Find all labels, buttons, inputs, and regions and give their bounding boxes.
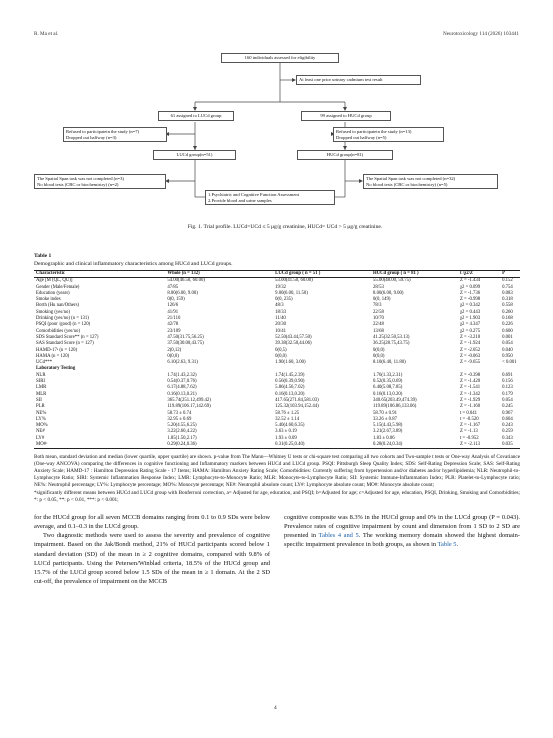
table-cell: 0.16(0.13,0.20)	[275, 391, 305, 397]
table-cell: 52.50(43.44,57.50)	[275, 334, 312, 340]
row-label-cell: Smoke index	[36, 297, 61, 303]
body-right-text-c: .	[456, 541, 459, 549]
table-cell: 0.754	[502, 284, 513, 290]
table-cell: 0.950	[502, 353, 513, 359]
table-cell: 41.25(32.50,53.13)	[373, 334, 410, 340]
flow-box-lucd-group: LUCd group(n=51)	[153, 150, 236, 160]
running-header-journal: Neurotoxicology 114 (2026) 103441	[442, 31, 519, 37]
table-cell: Z = -3.210	[459, 334, 481, 340]
table-cell: 1.83 ± 0.06	[373, 435, 395, 441]
table-cell: 32.95 ± 0.69	[167, 416, 192, 422]
flow-box-assessed: 160 individuals assessed for eligibility	[221, 53, 339, 63]
table-cell: 36.25(28.75,43.75)	[373, 341, 410, 347]
table-cell: 0.31(0.25,0.40)	[273, 442, 371, 449]
table-row	[34, 442, 520, 449]
table-cell: 1.90(1.60, 3.00)	[275, 360, 306, 366]
row-label-cell: LY#	[36, 435, 45, 441]
table-cell: 0.558	[502, 303, 513, 309]
col-header-stat: t /χ2/Z	[458, 271, 500, 278]
body-right-text-a: cognitive composite was 8.3% in the HUCd group and 0% in the LUCd group (P = 0.043). Prevalence rates of cognitive impairment by count and dimension from 1 SD to 2 SD are presented in	[284, 514, 520, 540]
table-cell: 0.179	[502, 391, 513, 397]
table-cell: 0.691	[502, 372, 513, 378]
table-cell: 0.123	[502, 385, 513, 391]
flow-box-cadmium: At least one prior urinary cadmium test result	[296, 75, 421, 85]
table-cell: χ2 = 0.443	[459, 309, 481, 315]
table-cell: 32.52 ± 1.14	[275, 416, 300, 422]
row-label-cell: Age [M (QL, QU)]	[36, 278, 73, 284]
table-cell: 0.56(0.39,0.90)	[275, 379, 305, 385]
table-cell: Z = -0.063	[459, 353, 481, 359]
table-cell: 8.10(6.40, 11.80)	[373, 360, 406, 366]
col-header-hucd: HUCd group ( n = 81 )	[371, 271, 458, 278]
table-cell: 125.32(103.94,152.44)	[275, 404, 319, 410]
table-cell: 0.29(0.24,0.36)	[165, 442, 273, 449]
table-cell: 41/91	[167, 309, 179, 315]
table-cell: 0.035	[500, 442, 520, 449]
body-left-p2: Two diagnostic methods were used to assess the severity and prevalence of cognitive impairment. Based on the Jak/Bondi method, 21% of HUCd participants scored below 1 standard deviation (SD) of the mean in ≥ 2 cognitive domains, compared with 9.8% of LUCd participants. Using the Petersen/Winblad criteria, 18.5% of the HUCd group and 15.7% of the LUCd group scored below 1.5 SDs of the mean in ≥ 1 domain. At the 2 SD cut-off, the prevalence of impairment on the MCCB	[34, 532, 270, 586]
table-cell: 0(0,0)	[373, 353, 385, 359]
body-left-column	[34, 513, 270, 586]
table-row	[34, 278, 520, 285]
table-cell: 19/32	[275, 284, 286, 290]
table-cell: 0.604	[502, 416, 513, 422]
table-cell: t = 0.041	[459, 410, 478, 416]
assessment-line-2: 2.Provide blood and urine samples	[208, 197, 272, 203]
table-cell: 0.168	[502, 316, 513, 322]
table-cell: 10/41	[275, 328, 286, 334]
table-cell: 0.156	[502, 379, 513, 385]
page-number: 4	[274, 705, 277, 711]
row-label-cell: Education (years)	[36, 290, 70, 296]
table-cell: 0.600	[502, 328, 513, 334]
running-header-authors: R. Ma et al.	[34, 31, 59, 37]
table-cell: χ2 = 1.903	[459, 316, 481, 322]
lucd-spatial-line: The Spatial Span task was not completed (n=3)	[37, 176, 124, 181]
table-cell: 0.054	[502, 397, 513, 403]
table-cell: 9.00(6.00, 11.50)	[275, 290, 308, 296]
table-cell: 39.38(32.50,44.06)	[275, 341, 312, 347]
row-label-cell: UCd***	[36, 360, 53, 366]
table-cell: 340.65(203.49,474.39)	[373, 397, 417, 403]
flow-box-hucd-group: HUCd group(n=81)	[297, 150, 393, 160]
table-cell: 0.083	[502, 290, 513, 296]
table-cell: 10/70	[373, 316, 384, 322]
table-cell: 0.152	[502, 278, 513, 284]
row-label-cell: HAMA (n = 120)	[36, 353, 70, 359]
table-cell: 0.259	[502, 429, 513, 435]
row-label-cell: MLR	[36, 391, 47, 397]
table-cell: 6.10(2.63, 9.31)	[167, 360, 198, 366]
hucd-refused-line: Refused to participatein the study (n=13)	[336, 129, 412, 134]
flow-box-lucd-excluded	[34, 174, 166, 189]
table-cell: 13/68	[373, 328, 384, 334]
table-cell: 11/40	[275, 316, 286, 322]
table-cell: χ2 = 0.342	[459, 303, 481, 309]
table-cell: 47.50(31.75,56.25)	[167, 334, 204, 340]
table-cell: Z = -0.398	[459, 372, 481, 378]
flowchart-connectors	[0, 0, 553, 200]
lucd-blood-line: No blood tests (CBC or biochemistry) (n=2)	[37, 181, 119, 187]
table-cell: 58.76 ± 1.25	[275, 410, 300, 416]
row-label-cell: NE#	[36, 429, 45, 435]
table-cell: 0.040	[502, 347, 513, 353]
table-cell: 0.52(0.35,0.69)	[373, 379, 403, 385]
body-right-column	[284, 513, 520, 550]
body-right-text-b: . The working memory domain showed the highest domain-specific impairment prevalence in both groups, as shown in	[284, 532, 520, 549]
table-cell: 1.74(1.43,2.32)	[167, 372, 197, 378]
table-cell: 1.85(1.50,2.17)	[167, 435, 197, 441]
table-cell: 78/3	[373, 303, 382, 309]
assessment-line-1: 1.Psychiatric and Cognitive Function Assessment	[208, 192, 299, 197]
table-cell: 54.00(46.50, 60.00)	[167, 278, 205, 284]
table-cell: 0.226	[502, 322, 513, 328]
table-cell: < 0.001	[502, 360, 517, 366]
table-cell: 3.21(2.67,3.89)	[373, 429, 403, 435]
table-header-row	[34, 271, 520, 278]
row-label-cell: NE%	[36, 410, 47, 416]
flow-box-hucd-assigned: 99 assigned to HUCd group	[301, 111, 391, 121]
table-cell: 1.76(1.33,2.31)	[373, 372, 403, 378]
table-cell: 5.15(4.43,5.98)	[373, 423, 403, 429]
hucd-spatial-line: The Spatial Span task was not completed (n=32)	[366, 176, 456, 181]
table-cell: 5.20(4.55,6.25)	[167, 423, 197, 429]
table-cell: 1.74(1.45,2.39)	[275, 372, 305, 378]
table-cell: 119.89(106.17,142.69)	[167, 404, 211, 410]
row-label-cell: SIRI	[36, 379, 45, 385]
table-footnote-significance: *significantly different means between HUCd and LUCd group with Bonferroni correction, a= Adjusted for age, education, and PSQI; b=Adjusted for age; c=Adjusted for age, education, PSQI, Drinking, Smoking and Comorbidities; *: p < 0.05, **: p < 0.01, ***: p < 0.001;	[34, 490, 520, 504]
demographics-table	[34, 270, 520, 449]
table-cell: 33.26 ± 0.87	[373, 416, 397, 422]
lucd-dropped-line: Dropped out halfway (n=3)	[66, 134, 117, 140]
col-header-whole: Whole (n = 132)	[165, 271, 273, 278]
table-cell: 0(0,5)	[275, 347, 287, 353]
table-body	[34, 278, 520, 449]
table-cell: 8.00(6.00, 9.00)	[373, 290, 404, 296]
table-cell: Z = -1.736	[459, 290, 481, 296]
table-cell: Z = -1.342	[459, 391, 481, 397]
table-cell: 58.70 ± 0.91	[373, 410, 397, 416]
row-label-cell: SII	[36, 397, 42, 403]
table-footnote-abbreviations: Both mean, standard deviation and median (lower quartile, upper quartile) are shown. p-value from The Mann—Whitney U tests or chi-square test comparing all two cohorts and Two-sample t tests or One-way Analysis of Covariance (One-way ANCOVA) comparing the differences in cognitive functioning and Inflammatory markers between HUCd and LUCd group. PSQI: Pittsburgh Sleep Quality Index; SDS: Self-Rating Depression Scale; SAS: Self-Rating Anxiety Scale; HAMD-17 : Hamilton Depression Rating Scale - 17 Items; HAMA: Hamilton Anxiety Rating Scale; Comorbidities: Currently suffering from hypertension and/or diabetes and/or hyperlipidemia; NLR: Neutrophil-to-Lymphocyte Ratio; SIRI: Systemic Inflammation Response Index; LMR: Lymphocyte-to-Monocyte Ratio; MLR: Monocyte-to-Lymphocyte Ratio; SII: Systemic Immune-Inflammation Index; PLR: Platelet-to-Lymphocyte ratio; NE%: Neutrophil percentage; LY%: Lymphocyte percentage; MO%: Monocyte percentage; NE#: Neutrophil absolute count; LY#: Lymphocyte absolute count; MO#: Monocyte absolute count;	[34, 454, 520, 489]
table-cell: 0.343	[502, 435, 513, 441]
table-cell: 1.93 ± 0.09	[275, 435, 297, 441]
table-cell: 417.65(271.84,581.03)	[275, 397, 319, 403]
figure-caption: Fig. 1. Trial profile. LUCd=UCd ≤ 5 μg/g creatinine, HUCd= UCd > 5 μg/g creatinine.	[187, 224, 383, 230]
col-header-lucd: LUCd group ( n = 51 )	[273, 271, 371, 278]
flow-box-lucd-assigned: 61 assigned to LUCd group	[158, 111, 234, 121]
table-cell: 21/110	[167, 316, 181, 322]
row-label-cell: Borth (Hu nan/Others)	[36, 303, 80, 309]
table-cell: 0.243	[502, 423, 513, 429]
table-cell: 6.17(4.88,7.62)	[167, 385, 197, 391]
table-cell: 0.16(0.13,0.20)	[373, 391, 403, 397]
table-cell: Z = -1.924	[459, 341, 481, 347]
flow-box-lucd-refused	[63, 127, 167, 142]
link-table-5[interactable]: Table 5	[437, 541, 457, 549]
flow-box-hucd-refused	[333, 127, 444, 142]
table-cell: 365.74(251.12,499.42)	[167, 397, 211, 403]
table-cell: 0.001	[502, 334, 513, 340]
link-tables-4-5[interactable]: Tables 4 and 5	[318, 532, 359, 540]
table-cell: χ2 = 0.275	[459, 328, 481, 334]
hucd-dropped-line: Dropped out halfway (n=5)	[336, 134, 387, 140]
row-label-cell: PSQI (poor /good) (n = 120)	[36, 322, 91, 328]
row-label-cell: LMR	[36, 385, 47, 391]
table-cell: 0(0,0)	[167, 353, 179, 359]
table-subtitle: Demographic and clinical inflammatory characteristics among HUCd and LUCd groups.	[34, 261, 233, 267]
body-left-p1: for the HUCd group for all seven MCCB domains ranging from 0.1 to 0.9 SDs were below average, and 0.1–0.3 in the LUCd group.	[34, 514, 270, 531]
row-label-cell: Smoking (yes/no)	[36, 309, 70, 315]
table-cell: 28/53	[373, 284, 384, 290]
table-cell: 3.22(2.60,4.22)	[167, 429, 197, 435]
table-cell: 5.40(4.60,6.35)	[275, 423, 305, 429]
table-cell: 3.63 ± 0.19	[275, 429, 297, 435]
row-label-cell: LY%	[36, 416, 46, 422]
table-cell: Z = -9.655	[459, 360, 481, 366]
table-cell: 0(0,0)	[275, 353, 287, 359]
table-cell: 22/48	[373, 322, 384, 328]
table-cell: 0.967	[502, 410, 513, 416]
table-title: Table 1	[34, 253, 52, 259]
table-cell: 48/3	[275, 303, 284, 309]
row-label-cell: NLR	[36, 372, 46, 378]
table-cell: 42/78	[167, 322, 179, 328]
col-header-characteristic: Characteristic	[34, 271, 165, 278]
flow-box-hucd-excluded	[363, 174, 498, 189]
table-cell: 0(0, 149)	[373, 297, 391, 303]
table-cell: t = -0.520	[459, 416, 479, 422]
table-cell: 22/58	[373, 309, 384, 315]
table-cell: 0.054	[502, 341, 513, 347]
table-cell: 6.40(5.08,7.85)	[373, 385, 403, 391]
lucd-refused-line: Refused to participatein the study (n=7)	[66, 129, 140, 134]
table-cell: Z = -1.13	[459, 429, 478, 435]
table-cell: 37.50(30.00,43.75)	[167, 341, 204, 347]
row-label-cell: MO%	[36, 423, 48, 429]
row-label-cell: Laboratory Testing	[36, 366, 76, 372]
row-label-cell: SDS Standard Score** (n = 127)	[36, 334, 99, 340]
table-cell: χ2 = 0.099	[459, 284, 481, 290]
table-cell: Z = -1.160	[459, 404, 481, 410]
table-cell: 55.00(48.00, 59.75)	[373, 278, 411, 284]
table-cell: 53.00(41.50, 60.00)	[275, 278, 313, 284]
table-cell: Z = -2.052	[459, 347, 481, 353]
table-cell: χ2 = 4.347	[459, 322, 481, 328]
row-label-cell: HAMD-17ᵃ (n = 120)	[36, 347, 78, 353]
row-label-cell: MO#ᶜ	[34, 442, 165, 449]
table-cell: 0.318	[502, 297, 513, 303]
table-cell: t = -0.952	[459, 435, 479, 441]
table-cell: Z = -1.541	[459, 385, 481, 391]
table-cell: 5.86(4.56,7.02)	[275, 385, 305, 391]
table-cell: 0(0, 235)	[275, 297, 293, 303]
table-cell: 0.260	[502, 309, 513, 315]
col-header-p: P	[500, 271, 520, 278]
table-cell: 0(0,0)	[373, 347, 385, 353]
hucd-blood-line: No blood tests (CBC or biochemistry) (n=5)	[366, 181, 448, 187]
table-cell: 0.16(0.13,0.21)	[167, 391, 197, 397]
table-cell: 20/30	[275, 322, 286, 328]
table-cell: Z = -1.929	[459, 397, 481, 403]
row-label-cell: PLR	[36, 404, 45, 410]
table-cell: 0.245	[502, 404, 513, 410]
table-cell: 18/33	[275, 309, 286, 315]
table-cell: 0.28(0.24,0.34)	[371, 442, 458, 449]
table-cell: 0(0, 159)	[167, 297, 185, 303]
table-cell: Z = -1.167	[459, 423, 481, 429]
table-cell: 47/85	[167, 284, 179, 290]
row-label-cell: Drinking (yes/no) (n = 131)	[36, 316, 89, 322]
table-cell: 0.54(0.37,0.76)	[167, 379, 197, 385]
table-cell: Z = -2.113	[458, 442, 500, 449]
table-cell: Z = -0.998	[459, 297, 481, 303]
row-label-cell: SAS Standard Score (n = 127)	[36, 341, 94, 347]
row-label-cell: Comorbidities (yes/no)	[36, 328, 80, 334]
table-cell: 2(0,12)	[167, 347, 182, 353]
row-label-cell: Gender (Male/Female)	[36, 284, 80, 290]
flow-box-assessment	[205, 190, 335, 205]
table-cell: 126/6	[167, 303, 179, 309]
table-cell: 58.73 ± 0.74	[167, 410, 192, 416]
table-cell: Z = -1.420	[459, 379, 481, 385]
table-cell: 8.00(6.00, 9.00)	[167, 290, 198, 296]
table-cell: 119.89(106.86,133.06)	[373, 404, 417, 410]
table-cell: Z = -1.434	[459, 278, 481, 284]
table-cell: 23/109	[167, 328, 181, 334]
